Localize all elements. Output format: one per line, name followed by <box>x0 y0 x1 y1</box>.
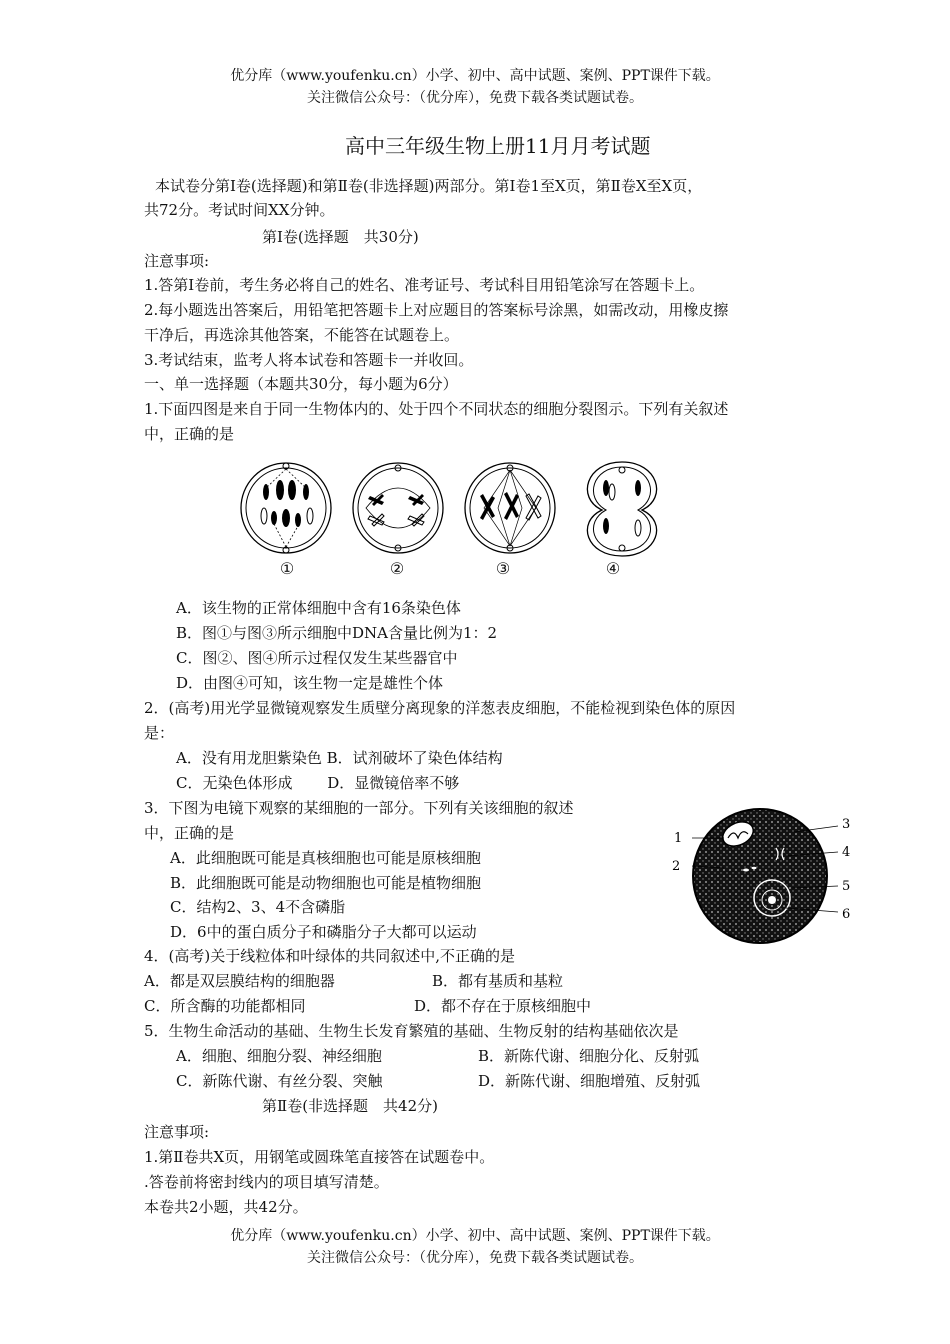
q4-option-b: B．都有基质和基粒 <box>432 972 564 990</box>
page-title: 高中三年级生物上册11月月考试题 <box>345 134 651 158</box>
q3-option-a: A．此细胞既可能是真核细胞也可能是原核细胞 <box>170 849 481 867</box>
q1-stem-2: 中，正确的是 <box>144 425 235 443</box>
q2-stem-2: 是： <box>144 724 175 742</box>
part2-notice-2: .答卷前将密封线内的项目填写清楚。 <box>144 1173 389 1191</box>
cell-3-image <box>465 463 555 553</box>
q3-option-c: C．结构2、3、4不含磷脂 <box>170 898 346 916</box>
q5-option-d: D．新陈代谢、细胞增殖、反射弧 <box>478 1072 701 1090</box>
q2-options-row-2: C．无染色体形成 D．显微镜倍率不够 <box>176 774 460 792</box>
q1-option-c: C．图②、图④所示过程仅发生某些器官中 <box>176 649 458 667</box>
label-5: 5 <box>842 879 851 894</box>
part2-notice-1: 1.第Ⅱ卷共X页，用钢笔或圆珠笔直接答在试题卷中。 <box>144 1148 495 1166</box>
cell-1-image <box>241 463 331 553</box>
q3-stem-2: 中，正确的是 <box>144 824 235 842</box>
part2-notice-3: 本卷共2小题，共42分。 <box>144 1198 308 1216</box>
cell-4-image <box>587 462 656 556</box>
q4-stem: 4．(高考)关于线粒体和叶绿体的共同叙述中,不正确的是 <box>144 947 516 965</box>
part1-notice-3: 3.考试结束，监考人将本试卷和答题卡一并收回。 <box>144 351 474 369</box>
cell-division-figure <box>240 458 680 568</box>
label-4: 4 <box>842 845 851 860</box>
label-2: 2 <box>672 859 681 874</box>
part2-notice-title: 注意事项: <box>144 1123 210 1141</box>
footer-line-1: 优分库（www.youfenku.cn）小学、初中、高中试题、案例、PPT课件下载。 <box>230 1228 720 1244</box>
part1-notice-1: 1.答第Ⅰ卷前，考生务必将自己的姓名、准考证号、考试科目用铅笔涂写在答题卡上。 <box>144 276 705 294</box>
header-line-1: 优分库（www.youfenku.cn）小学、初中、高中试题、案例、PPT课件下载。 <box>230 68 720 84</box>
q3-stem-1: 3．下图为电镜下观察的某细胞的一部分。下列有关该细胞的叙述 <box>144 799 574 817</box>
q5-option-a: A．细胞、细胞分裂、神经细胞 <box>176 1047 382 1065</box>
part1-heading: 第Ⅰ卷(选择题 共30分) <box>262 228 419 246</box>
q4-option-c: C．所含酶的功能都相同 <box>144 997 306 1015</box>
cell-2-image <box>353 463 443 553</box>
q5-stem: 5．生物生命活动的基础、生物生长发育繁殖的基础、生物反射的结构基础依次是 <box>144 1022 679 1040</box>
q2-options-row-1: A．没有用龙胆紫染色 B．试剂破坏了染色体结构 <box>176 749 503 767</box>
q3-option-b: B．此细胞既可能是动物细胞也可能是植物细胞 <box>170 874 482 892</box>
intro-line-1: 本试卷分第Ⅰ卷(选择题)和第Ⅱ卷(非选择题)两部分。第Ⅰ卷1至X页，第Ⅱ卷X至X页， <box>155 177 703 195</box>
part1-notice-2: 2.每小题选出答案后，用铅笔把答题卡上对应题目的答案标号涂黑，如需改动，用橡皮擦 <box>144 301 729 319</box>
label-1: 1 <box>674 831 683 846</box>
intro-line-2: 共72分。考试时间XX分钟。 <box>144 201 335 219</box>
q3-option-d: D．6中的蛋白质分子和磷脂分子大都可以运动 <box>170 923 477 941</box>
q4-option-d: D．都不存在于原核细胞中 <box>414 997 592 1015</box>
part1-notice-title: 注意事项: <box>144 252 210 270</box>
footer-line-2: 关注微信公众号：（优分库），免费下载各类试题试卷。 <box>307 1250 643 1266</box>
q5-option-c: C．新陈代谢、有丝分裂、突触 <box>176 1072 383 1090</box>
q5-option-b: B．新陈代谢、细胞分化、反射弧 <box>478 1047 700 1065</box>
q1-stem-1: 1.下面四图是来自于同一生物体内的、处于四个不同状态的细胞分裂图示。下列有关叙述 <box>144 400 729 418</box>
figure-caption-1: ① <box>279 559 295 578</box>
figure-caption-3: ③ <box>495 559 511 578</box>
section-heading: 一、单一选择题（本题共30分，每小题为6分） <box>144 375 458 393</box>
label-6: 6 <box>842 907 851 922</box>
label-3: 3 <box>842 817 851 832</box>
part2-heading: 第Ⅱ卷(非选择题 共42分) <box>262 1097 438 1115</box>
cell-micrograph-figure <box>668 808 858 938</box>
q4-option-a: A．都是双层膜结构的细胞器 <box>144 972 335 990</box>
figure-caption-4: ④ <box>605 559 621 578</box>
figure-caption-2: ② <box>389 559 405 578</box>
q1-option-a: A．该生物的正常体细胞中含有16条染色体 <box>176 599 461 617</box>
q2-stem-1: 2．(高考)用光学显微镜观察发生质壁分离现象的洋葱表皮细胞，不能检视到染色体的原因 <box>144 699 736 717</box>
header-line-2: 关注微信公众号：（优分库），免费下载各类试题试卷。 <box>307 90 643 106</box>
q1-option-d: D．由图④可知，该生物一定是雄性个体 <box>176 674 444 692</box>
q1-option-b: B．图①与图③所示细胞中DNA含量比例为1：2 <box>176 624 498 642</box>
part1-notice-2b: 干净后，再选涂其他答案，不能答在试题卷上。 <box>144 326 460 344</box>
